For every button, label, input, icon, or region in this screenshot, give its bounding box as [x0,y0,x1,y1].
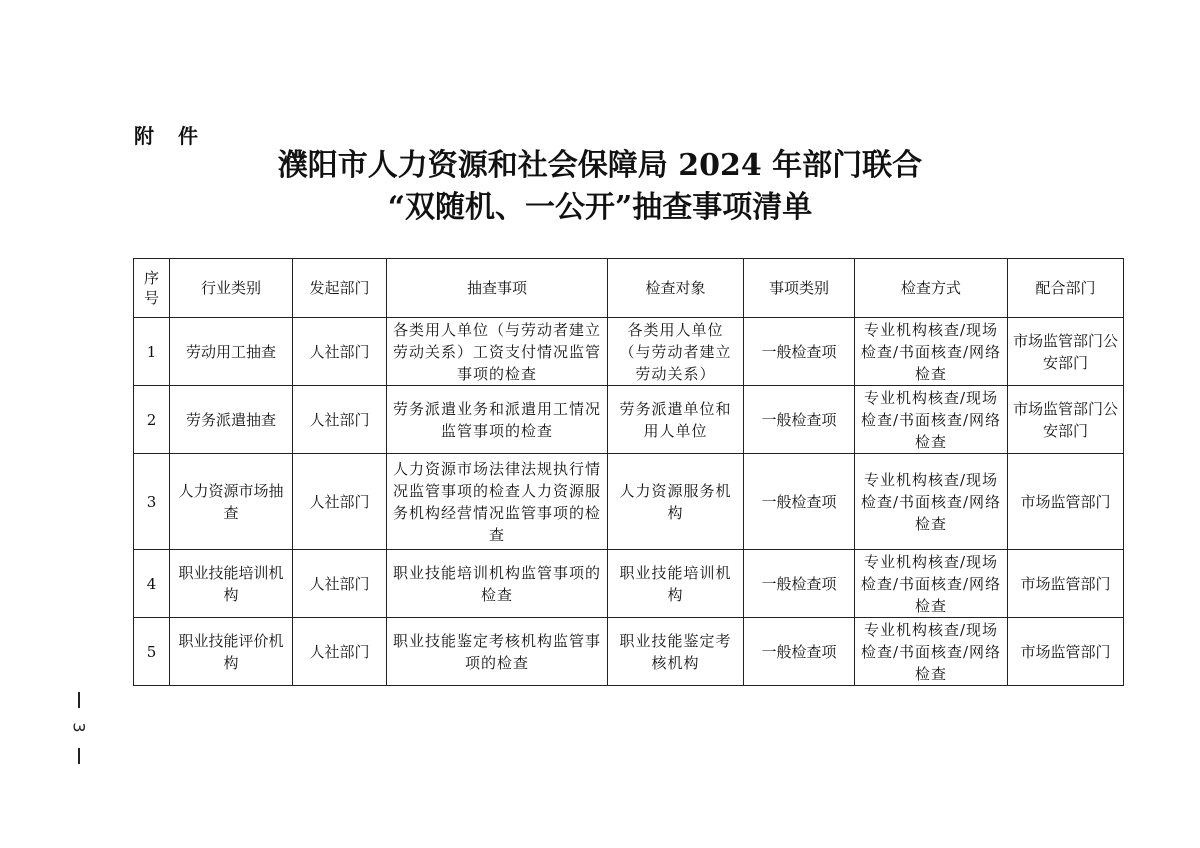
cell-type: 一般检查项 [744,318,855,386]
header-method: 检查方式 [855,259,1008,318]
page-number-text: 3 [69,722,89,733]
cell-category: 人力资源市场抽查 [170,454,293,550]
cell-partner: 市场监管部门 [1008,618,1124,686]
cell-partner: 市场监管部门 [1008,454,1124,550]
cell-matter: 各类用人单位（与劳动者建立劳动关系）工资支付情况监管事项的检查 [387,318,608,386]
cell-matter: 职业技能鉴定考核机构监管事项的检查 [387,618,608,686]
document-title-line-2: “双随机、一公开”抽查事项清单 [387,190,813,225]
cell-type: 一般检查项 [744,550,855,618]
cell-target: 各类用人单位（与劳动者建立劳动关系） [608,318,744,386]
table-header-row [134,259,1124,318]
cell-partner: 市场监管部门公安部门 [1008,386,1124,454]
cell-type: 一般检查项 [744,618,855,686]
page-number-dash-bottom [78,748,80,764]
attachment-label: 附 件 [134,124,200,148]
cell-category: 劳动用工抽查 [170,318,293,386]
table-row [134,618,1124,686]
cell-type: 一般检查项 [744,386,855,454]
header-matter: 抽查事项 [387,259,608,318]
header-initiator: 发起部门 [293,259,387,318]
cell-method: 专业机构核查/现场检查/书面核查/网络检查 [855,618,1008,686]
cell-target: 人力资源服务机构 [608,454,744,550]
cell-matter: 人力资源市场法律法规执行情况监管事项的检查人力资源服务机构经营情况监管事项的检查 [387,454,608,550]
cell-method: 专业机构核查/现场检查/书面核查/网络检查 [855,550,1008,618]
cell-category: 劳务派遣抽查 [170,386,293,454]
cell-target: 职业技能培训机构 [608,550,744,618]
cell-partner: 市场监管部门 [1008,550,1124,618]
cell-matter: 职业技能培训机构监管事项的检查 [387,550,608,618]
document-title-line-1: 濮阳市人力资源和社会保障局 2024 年部门联合 [277,148,923,183]
cell-method: 专业机构核查/现场检查/书面核查/网络检查 [855,454,1008,550]
cell-target: 劳务派遣单位和用人单位 [608,386,744,454]
cell-initiator: 人社部门 [293,454,387,550]
cell-no: 4 [134,550,170,618]
cell-method: 专业机构核查/现场检查/书面核查/网络检查 [855,318,1008,386]
cell-category: 职业技能评价机构 [170,618,293,686]
table-row [134,318,1124,386]
table-row [134,454,1124,550]
cell-no: 1 [134,318,170,386]
cell-matter: 劳务派遣业务和派遣用工情况监管事项的检查 [387,386,608,454]
cell-no: 2 [134,386,170,454]
cell-category: 职业技能培训机构 [170,550,293,618]
table-row [134,386,1124,454]
header-partner: 配合部门 [1008,259,1124,318]
cell-method: 专业机构核查/现场检查/书面核查/网络检查 [855,386,1008,454]
header-target: 检查对象 [608,259,744,318]
header-category: 行业类别 [170,259,293,318]
cell-initiator: 人社部门 [293,618,387,686]
header-no: 序号 [134,259,170,318]
cell-initiator: 人社部门 [293,318,387,386]
cell-type: 一般检查项 [744,454,855,550]
cell-no: 5 [134,618,170,686]
page-number-dash-top [78,692,80,708]
cell-no: 3 [134,454,170,550]
table-row [134,550,1124,618]
page-number [64,690,94,770]
header-type: 事项类别 [744,259,855,318]
cell-initiator: 人社部门 [293,386,387,454]
cell-initiator: 人社部门 [293,550,387,618]
inspection-items-table [133,258,1124,686]
cell-partner: 市场监管部门公安部门 [1008,318,1124,386]
cell-target: 职业技能鉴定考核机构 [608,618,744,686]
